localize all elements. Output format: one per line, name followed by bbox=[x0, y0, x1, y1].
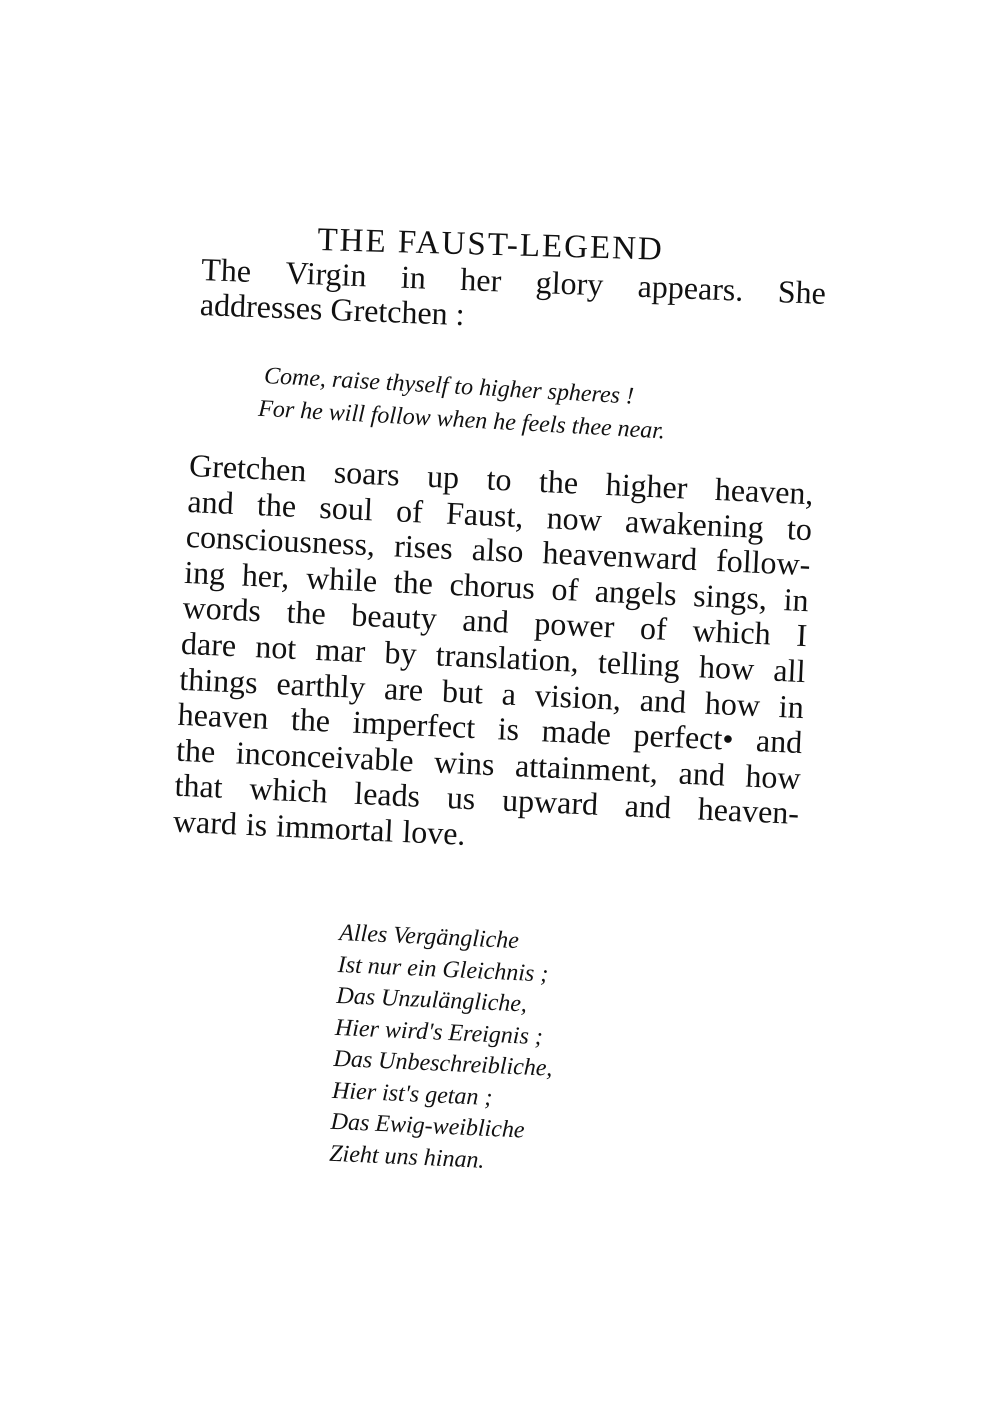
paragraph-word: soars bbox=[333, 453, 401, 493]
intro-word: appears. bbox=[637, 267, 745, 308]
paragraph-word: which bbox=[691, 612, 772, 652]
paragraph-word: made bbox=[540, 712, 612, 752]
paragraph-word: the bbox=[538, 462, 580, 501]
paragraph-word: the bbox=[290, 701, 331, 739]
paragraph-word: consciousness, bbox=[185, 518, 376, 563]
paragraph-word: now bbox=[546, 498, 603, 538]
verse-line: Das Unzulängliche, bbox=[335, 982, 528, 1018]
paragraph-word: Gretchen bbox=[188, 447, 308, 489]
paragraph-word: awakening bbox=[624, 502, 765, 545]
body-paragraph bbox=[172, 448, 814, 867]
verse-line: Hier ist's getan ; bbox=[331, 1077, 494, 1111]
paragraph-word: by bbox=[383, 634, 418, 672]
paragraph-word: all bbox=[772, 651, 807, 690]
paragraph-word: up bbox=[426, 457, 460, 496]
paragraph-word: vision, bbox=[534, 676, 622, 717]
paragraph-word: mar bbox=[314, 630, 367, 670]
verse-line: Das Ewig-weibliche bbox=[330, 1108, 526, 1144]
paragraph-word: dare bbox=[180, 624, 237, 664]
paragraph-word: heavenward bbox=[541, 534, 698, 578]
intro-word: glory bbox=[535, 263, 604, 303]
paragraph-word: wins bbox=[433, 743, 496, 782]
paragraph-word: words bbox=[181, 589, 262, 629]
intro-word: The bbox=[200, 251, 252, 289]
paragraph-word: of bbox=[395, 492, 424, 530]
paragraph-word: us bbox=[446, 779, 477, 817]
paragraph-word: imperfect bbox=[351, 703, 477, 746]
verse-line: Zieht uns hinan. bbox=[328, 1140, 486, 1174]
paragraph-word: sings, bbox=[692, 576, 768, 617]
paragraph-word: upward bbox=[501, 781, 599, 823]
quote-line: Come, raise thyself to higher spheres ! bbox=[263, 362, 635, 410]
paragraph-word: to bbox=[786, 509, 813, 547]
german-verse bbox=[329, 918, 559, 1180]
paragraph-word: and bbox=[461, 601, 510, 640]
paragraph-word: ward bbox=[172, 802, 238, 842]
paragraph-word: beauty bbox=[350, 596, 438, 637]
paragraph-word: immortal bbox=[275, 807, 395, 849]
paragraph-word: which bbox=[248, 770, 329, 810]
paragraph-word: follow- bbox=[715, 542, 812, 583]
paragraph-word: leads bbox=[353, 775, 421, 815]
paragraph-word: I bbox=[795, 617, 808, 654]
paragraph-word: translation, bbox=[435, 636, 580, 679]
paragraph-word: heaven bbox=[177, 695, 270, 736]
intro-word: She bbox=[777, 273, 827, 311]
intro-word: Virgin bbox=[284, 254, 368, 294]
intro-paragraph bbox=[199, 252, 826, 346]
paragraph-word: her, bbox=[241, 556, 291, 595]
running-head: THE FAUST-LEGEND bbox=[316, 222, 665, 268]
intro-word: her bbox=[459, 260, 502, 299]
paragraph-word: how bbox=[744, 757, 802, 796]
paragraph-word: also bbox=[471, 531, 525, 570]
paragraph-word: of bbox=[550, 570, 580, 608]
verse-line: Alles Vergängliche bbox=[338, 919, 520, 955]
block-quote bbox=[257, 360, 667, 448]
paragraph-word: how bbox=[698, 648, 756, 687]
paragraph-word: of bbox=[639, 609, 668, 648]
paragraph-word: that bbox=[173, 767, 224, 806]
paragraph-word: and bbox=[624, 787, 672, 826]
paragraph-word: are bbox=[383, 669, 425, 708]
paragraph-word: power bbox=[533, 605, 616, 645]
paragraph-word: chorus bbox=[448, 565, 536, 606]
paragraph-word: and bbox=[639, 681, 687, 720]
paragraph-word: to bbox=[485, 460, 513, 498]
paragraph-word: is bbox=[245, 805, 269, 843]
paragraph-word: not bbox=[254, 628, 298, 666]
paragraph-word: but bbox=[441, 672, 484, 711]
paragraph-word: ing bbox=[183, 553, 227, 592]
paragraph-word: is bbox=[496, 710, 520, 748]
paragraph-word: inconceivable bbox=[235, 734, 415, 779]
paragraph-word: things bbox=[178, 660, 259, 700]
paragraph-word: how bbox=[704, 684, 761, 723]
paragraph-word: the bbox=[256, 485, 298, 524]
verse-line: Hier wird's Ereignis ; bbox=[334, 1014, 544, 1050]
paragraph-word: telling bbox=[597, 643, 681, 684]
intro-word: in bbox=[400, 258, 427, 296]
quote-line: For he will follow when he feels thee near. bbox=[257, 395, 666, 445]
paragraph-word: angels bbox=[594, 572, 678, 612]
paragraph-word: the bbox=[175, 731, 217, 770]
paragraph-word: soul bbox=[318, 488, 374, 527]
verse-line: Das Unbeschreibliche, bbox=[333, 1045, 554, 1082]
paragraph-word: a bbox=[501, 674, 517, 712]
paragraph-word: heaven, bbox=[714, 470, 815, 512]
verse-line: Ist nur ein Gleichnis ; bbox=[337, 951, 549, 987]
intro-line-2: addresses Gretchen : bbox=[199, 285, 466, 333]
paragraph-word: Faust, bbox=[445, 494, 525, 534]
paragraph-word: love. bbox=[401, 812, 467, 852]
paragraph-word: while bbox=[305, 559, 379, 599]
paragraph-word: perfect• bbox=[632, 716, 735, 758]
paragraph-word: in bbox=[782, 580, 810, 618]
paragraph-word: the bbox=[393, 563, 434, 601]
paragraph-word: earthly bbox=[275, 664, 367, 705]
paragraph-word: higher bbox=[604, 465, 689, 506]
paragraph-word: and bbox=[755, 722, 804, 761]
paragraph-word: and bbox=[186, 482, 235, 521]
paragraph-word: attainment, bbox=[514, 746, 659, 790]
paragraph-word: rises bbox=[393, 527, 454, 567]
paragraph-word: heaven- bbox=[697, 790, 800, 832]
paragraph-word: and bbox=[677, 754, 726, 793]
paragraph-word: in bbox=[778, 687, 805, 725]
paragraph-word: the bbox=[285, 593, 327, 632]
